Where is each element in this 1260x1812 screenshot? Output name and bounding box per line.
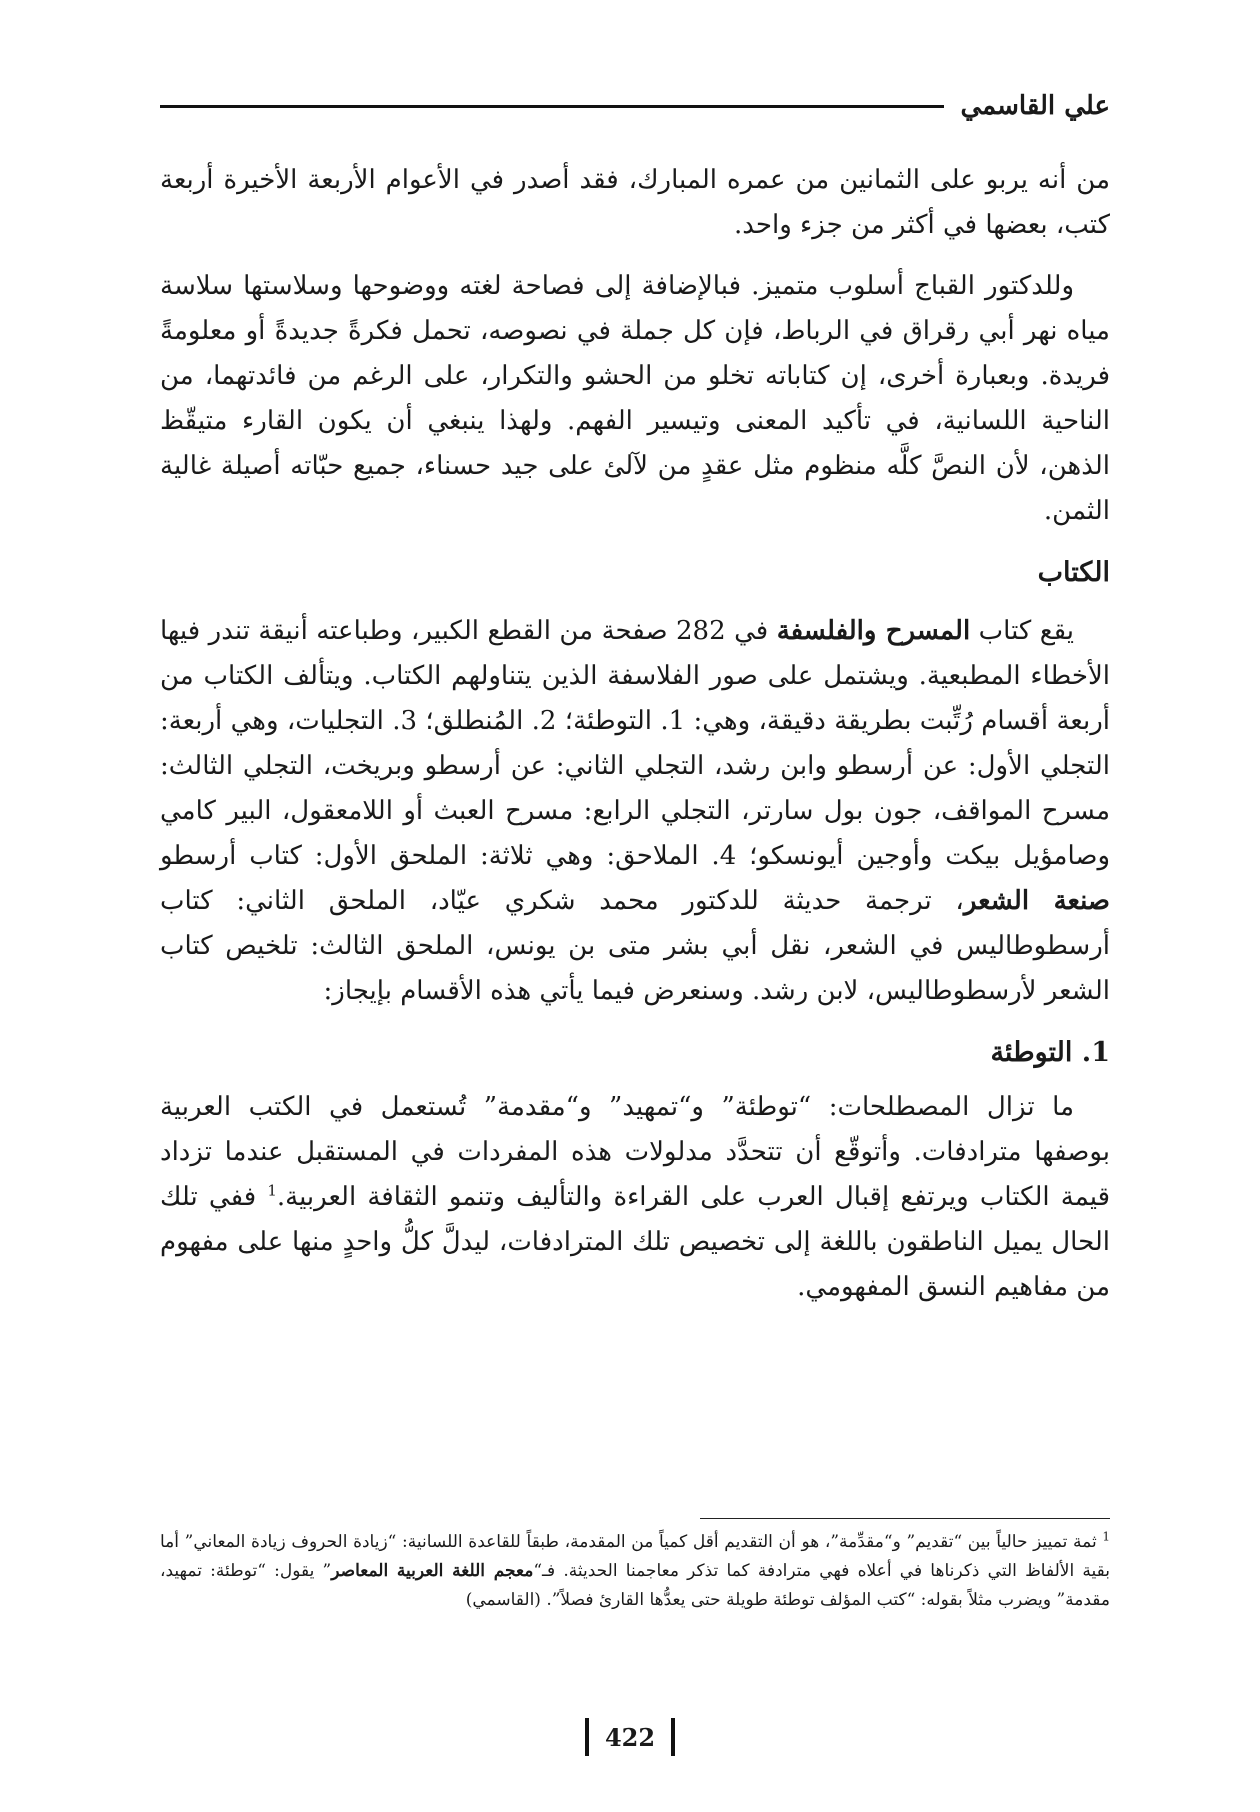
footnote-text-a: ثمة تمييز حالياً بين “تقديم” و“مقدِّمة”، هو أن التقديم أقل كمياً من المقدمة، طبقاً للقاعدة اللسانية: “زيادة الحروف زيادة المعاني” أما بقية الألفاظ التي ذكرناها في أعلاه فهي مترادفة كما تذكر معاجمنا الحديثة. فـ“ (160, 1532, 1110, 1581)
footnote-marker: 1 (1102, 1529, 1110, 1544)
page-number: 422 (604, 1722, 656, 1752)
book-title-poetics: صنعة الشعر (963, 886, 1110, 916)
paragraph-4-part-a: ما تزال المصطلحات: “توطئة” و“تمهيد” و“مقدمة” تُستعمل في الكتب العربية بوصفها مترادفات. وأتوقّع أن تتحدَّد مدلولات هذه المفردات في المستقبل عندما تزداد قيمة الكتاب ويرتفع إقبال العرب على القراءة والتأليف وتنمو الثقافة العربية. (160, 1092, 1110, 1212)
paragraph-3-part-b: في 282 صفحة من القطع الكبير، وطباعته أنيقة تندر فيها الأخطاء المطبعية. ويشتمل على صور الفلاسفة الذين يتناولهم الكتاب. ويتألف الكتاب من أربعة أقسام رُتِّبت بطريقة دقيقة، وهي: 1. التوطئة؛ 2. المُنطلق؛ 3. التجليات، وهي أربعة: التجلي الأول: عن أرسطو وابن رشد، التجلي الثاني: عن أرسطو وبريخت، التجلي الثالث: مسرح المواقف، جون بول سارتر، التجلي الرابع: مسرح العبث أو اللامعقول، البير كامي وصامؤيل بيكت وأوجين أيونسكو؛ 4. الملاحق: وهي ثلاثة: الملحق الأول: كتاب أرسطو (160, 616, 1110, 871)
header-author: علي القاسمي (960, 91, 1110, 121)
page-number-bar-right (671, 1718, 675, 1756)
page-number-block (0, 1718, 1260, 1756)
footnote (160, 1528, 1110, 1615)
header-rule (160, 105, 944, 108)
section-heading: الكتاب (1037, 557, 1110, 588)
page-number-bar-left (585, 1718, 589, 1756)
footnote-reference[interactable]: 1 (267, 1181, 277, 1200)
paragraph-1: من أنه يربو على الثمانين من عمره المبارك، فقد أصدر في الأعوام الأربعة الأخيرة أربعة كتب، بعضها في أكثر من جزء واحد. (160, 165, 1110, 240)
paragraph-3-part-c: ، ترجمة حديثة للدكتور محمد شكري عيّاد، الملحق الثاني: كتاب أرسطوطاليس في الشعر، نقل أبي بشر متى بن يونس، الملحق الثالث: تلخيص كتاب الشعر لأرسطوطاليس، لابن رشد. وسنعرض فيما يأتي هذه الأقسام بإيجاز: (160, 886, 1110, 1006)
paragraph-3 (160, 609, 1110, 1014)
running-header (160, 86, 1110, 126)
paragraph-4 (160, 1085, 1110, 1310)
paragraph-2: وللدكتور القباج أسلوب متميز. فبالإضافة إلى فصاحة لغته ووضوحها وسلاستها سلاسة مياه نهر أبي رقراق في الرباط، فإن كل جملة في نصوصه، تحمل فكرةً جديدةً أو معلومةً فريدة. وبعبارة أخرى، إن كتاباته تخلو من الحشو والتكرار، على الرغم من فائدتهما، من الناحية اللسانية، في تأكيد المعنى وتيسير الفهم. ولهذا ينبغي أن يكون القارء متيقّظ الذهن، لأن النصَّ كلَّه منظوم مثل عقدٍ من لآلئ على جيد حسناء، جميع حبّاته أصيلة غالية الثمن. (160, 271, 1110, 526)
main-text (160, 158, 1110, 1326)
footnote-dictionary-title: معجم اللغة العربية المعاصر (331, 1561, 534, 1581)
footnote-separator (700, 1518, 1110, 1519)
paragraph-4-part-b: ففي تلك الحال يميل الناطقون باللغة إلى تخصيص تلك المترادفات، ليدلَّ كلُّ واحدٍ منها على مفهوم من مفاهيم النسق المفهومي. (160, 1182, 1110, 1302)
footnote-text-b: ” يقول: “توطئة: تمهيد، مقدمة” ويضرب مثلاً بقوله: “كتب المؤلف توطئة طويلة حتى يعدُّها القارئ فصلاً”. (القاسمي) (160, 1561, 1110, 1610)
subsection-heading: 1. التوطئة (990, 1037, 1110, 1068)
book-title-theatre-philosophy: المسرح والفلسفة (776, 616, 971, 646)
paragraph-3-part-a: يقع كتاب (970, 616, 1074, 646)
